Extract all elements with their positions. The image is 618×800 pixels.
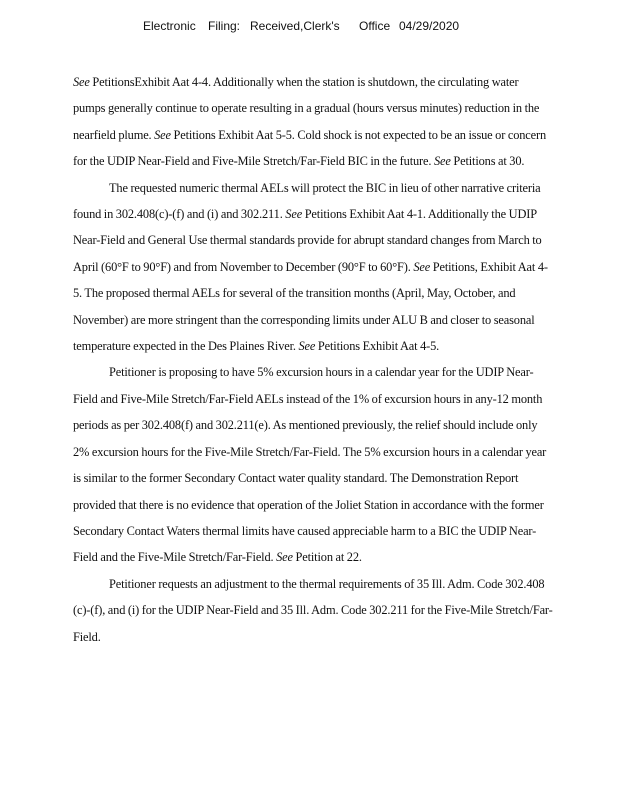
paragraph-text: Petition at 22. xyxy=(292,550,362,565)
paragraph-cold-shock xyxy=(73,69,553,175)
paragraph-text: Petitioner is proposing to have 5% excursion hours in a calendar year for the UDIP Near-Field and Five-Mile Stretch/Far-Field AELs instead of the 1% of excursion hours in any-12 month periods as per 302.408(f) and 302.211(e). As mentioned previously, the relief should include only 2% excursion hours for the Five-Mile Stretch/Far-Field. The 5% excursion hours in a calendar year is similar to the former Secondary Contact water quality standard. The Demonstration Report provided that there is no evidence that operation of the Joliet Station in accordance with the former Secondary Contact Waters thermal limits have caused appreciable harm to a BIC the UDIP Near-Field and the Five-Mile Stretch/Far-Field. xyxy=(73,365,547,565)
paragraph-text: Petitioner requests an adjustment to the thermal requirements of 35 Ill. Adm. Code 302.408 (c)-(f), and (i) for the UDIP Near-Field and 35 Ill. Adm. Code 302.211 for the Five-Mile Stretch/Far-Field. xyxy=(73,576,553,644)
paragraph-text: Petitions Exhibit Aat 5-5. Cold shock is not expected to be an issue or concern for the UDIP Near-Field and Five-Mile Stretch/Far-Field BIC in the future. xyxy=(73,127,547,169)
citation-signal: See xyxy=(298,339,316,354)
citation-signal: See xyxy=(433,154,451,169)
citation-signal: See xyxy=(413,259,431,274)
paragraph-text: Petitions Exhibit Aat 4-1. Additionally the UDIP Near-Field and General Use thermal standards provide for abrupt standard changes from March to April (60°F to 90°F) and from November to December (90°F to 60°F). xyxy=(73,207,542,274)
citation-signal: See xyxy=(285,207,303,222)
header-office: Office xyxy=(359,19,391,33)
paragraph-text: PetitionsExhibit Aat 4-4. Additionally when the station is shutdown, the circulating water pumps generally continue to operate resulting in a gradual (hours versus minutes) reduction in the nearfield plume. xyxy=(73,75,540,142)
header-electronic: Electronic xyxy=(143,19,196,33)
citation-signal: See xyxy=(154,127,171,142)
header-filing: Filing: xyxy=(208,19,241,33)
paragraph-text: Petitions Exhibit Aat 4-5. xyxy=(315,339,440,354)
header-received-clerks: Received,Clerk's xyxy=(250,19,340,33)
paragraph-adjustment-request xyxy=(73,571,553,650)
citation-signal: See xyxy=(276,550,293,565)
header-date: 04/29/2020 xyxy=(399,19,460,33)
paragraph-text: Petitions, Exhibit Aat 4-5. The proposed thermal AELs for several of the transition months (April, May, October, and November) are more stringent than the corresponding limits under ALU B and closer to seasonal temperature expected in the Des Plaines River. xyxy=(73,259,548,354)
document-body xyxy=(73,69,553,650)
paragraph-text: The requested numeric thermal AELs will protect the BIC in lieu of other narrative criteria found in 302.408(c)-(f) and (i) and 302.211. xyxy=(73,180,541,222)
paragraph-excursion-hours xyxy=(73,359,553,570)
paragraph-thermal-aels xyxy=(73,175,553,360)
paragraph-text: Petitions at 30. xyxy=(450,154,525,169)
citation-signal: See xyxy=(73,75,90,89)
